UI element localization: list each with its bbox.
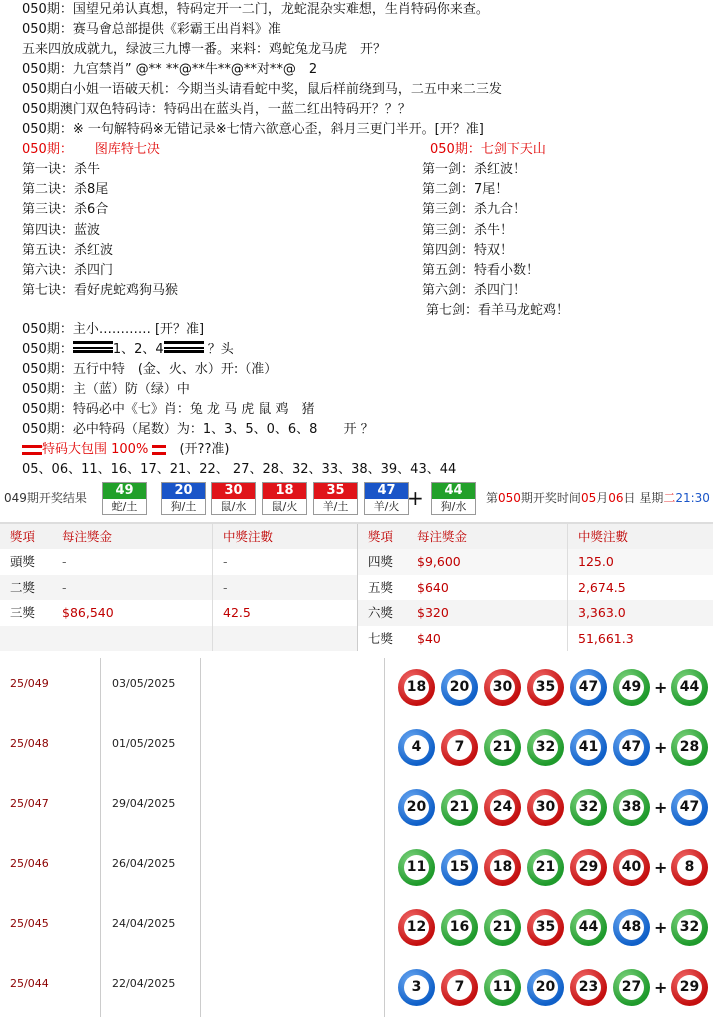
text-line: 050期：特码必中《七》肖：兔 龙 马 虎 鼠 鸡 猪 bbox=[22, 402, 315, 417]
list-item: 第一剑：杀红波！ bbox=[422, 162, 527, 177]
left-section-title bbox=[22, 140, 160, 160]
issue-number: 25/044 bbox=[10, 977, 49, 990]
lottery-ball bbox=[570, 909, 607, 946]
history-row bbox=[0, 718, 713, 778]
issue-number: 25/048 bbox=[10, 737, 49, 750]
lottery-ball bbox=[484, 909, 521, 946]
ball-number: 8 bbox=[677, 855, 702, 880]
table-row bbox=[0, 626, 713, 652]
prize-header-row bbox=[0, 524, 713, 550]
lottery-ball bbox=[613, 669, 650, 706]
list-item: 第三诀：杀6合 bbox=[22, 202, 109, 218]
ball-number: 47 bbox=[677, 795, 702, 820]
ball-number: 49 bbox=[619, 675, 644, 700]
table-cell: 3,363.0 bbox=[567, 600, 713, 626]
list-item: 第三剑：杀牛！ bbox=[422, 222, 514, 238]
special-ball bbox=[671, 729, 708, 766]
issue-number: 25/047 bbox=[10, 797, 49, 810]
ball-number: 38 bbox=[619, 795, 644, 820]
list-item: 第六诀：杀四门 bbox=[22, 262, 114, 278]
column-header: 獎項 bbox=[0, 524, 52, 550]
draw-date: 29/04/2025 bbox=[112, 797, 176, 810]
table-row bbox=[0, 549, 713, 575]
plus-icon: + bbox=[654, 858, 668, 877]
ball-number: 30 bbox=[533, 795, 558, 820]
table-cell: 二獎 bbox=[0, 575, 52, 601]
ball-number: 21 bbox=[490, 735, 515, 760]
lottery-ball bbox=[527, 669, 564, 706]
lottery-ball bbox=[398, 729, 435, 766]
lottery-ball bbox=[527, 849, 564, 886]
draw-date: 03/05/2025 bbox=[112, 677, 176, 690]
table-cell: 51,661.3 bbox=[567, 626, 713, 652]
text-line bbox=[22, 340, 234, 360]
lottery-ball bbox=[398, 669, 435, 706]
lottery-ball bbox=[570, 669, 607, 706]
right-title-text: 七剑下天山 bbox=[480, 142, 546, 157]
divider bbox=[100, 718, 101, 778]
lottery-ball bbox=[441, 849, 478, 886]
lottery-ball bbox=[441, 909, 478, 946]
draw-date: 26/04/2025 bbox=[112, 857, 176, 870]
list-item: 第七剑：看羊马龙蛇鸡！ bbox=[426, 303, 570, 319]
ball-number: 49 bbox=[103, 483, 146, 499]
table-cell bbox=[212, 626, 357, 652]
text-line: 050期：国望兄弟认真想，特码定开一二门，龙蛇混杂实难想，生肖特码你来查。 bbox=[22, 2, 489, 17]
table-cell: 四獎 bbox=[357, 549, 407, 575]
ball-number: 30 bbox=[212, 483, 255, 499]
history-row bbox=[0, 958, 713, 1017]
divider bbox=[200, 778, 201, 838]
table-cell: $86,540 bbox=[52, 600, 212, 626]
left-item-list bbox=[22, 160, 178, 301]
table-cell: $320 bbox=[407, 600, 567, 626]
lottery-ball bbox=[441, 669, 478, 706]
ball-number: 27 bbox=[619, 975, 644, 1000]
info-issue: 050 bbox=[498, 491, 521, 505]
history-row bbox=[0, 778, 713, 838]
line-suffix: ？头 bbox=[207, 342, 234, 357]
divider bbox=[100, 898, 101, 958]
table-cell: 三獎 bbox=[0, 600, 52, 626]
divider bbox=[384, 718, 385, 778]
table-cell: $640 bbox=[407, 575, 567, 601]
draw-date: 01/05/2025 bbox=[112, 737, 176, 750]
divider bbox=[200, 658, 201, 718]
draw-date: 24/04/2025 bbox=[112, 917, 176, 930]
ball-number: 7 bbox=[447, 735, 472, 760]
info-time: 21:30 bbox=[675, 491, 710, 505]
table-cell: 42.5 bbox=[212, 600, 357, 626]
lottery-ball bbox=[527, 909, 564, 946]
ball-number: 24 bbox=[490, 795, 515, 820]
lottery-ball bbox=[527, 969, 564, 1006]
ball-number: 30 bbox=[490, 675, 515, 700]
lottery-ball bbox=[484, 789, 521, 826]
info-text: 月 bbox=[596, 491, 609, 505]
list-item: 第四剑：特双！ bbox=[422, 242, 514, 258]
plus-icon: + bbox=[654, 918, 668, 937]
info-text: 第 bbox=[486, 491, 499, 505]
left-title-prefix: 050期： bbox=[22, 142, 73, 157]
left-title-text: 图库特七决 bbox=[94, 142, 160, 157]
ball-zodiac: 羊/土 bbox=[322, 500, 349, 513]
divider bbox=[200, 718, 201, 778]
draw-date: 22/04/2025 bbox=[112, 977, 176, 990]
lottery-ball bbox=[527, 729, 564, 766]
list-item: 第五诀：杀红波 bbox=[22, 242, 114, 258]
ball-number: 20 bbox=[447, 675, 472, 700]
red-bars-icon bbox=[152, 445, 166, 455]
ball-number: 11 bbox=[404, 855, 429, 880]
divider bbox=[384, 958, 385, 1017]
lottery-ball bbox=[484, 669, 521, 706]
table-cell: 頭獎 bbox=[0, 549, 52, 575]
draw-label: 049期开奖结果 bbox=[4, 491, 87, 505]
prize-table bbox=[0, 522, 713, 650]
ball-zodiac: 狗/水 bbox=[440, 500, 467, 513]
draw-ball bbox=[211, 482, 256, 515]
ball-number: 32 bbox=[677, 915, 702, 940]
right-title-prefix: 050期： bbox=[430, 142, 481, 157]
ball-zodiac: 鼠/水 bbox=[220, 500, 247, 513]
lottery-ball bbox=[570, 849, 607, 886]
lottery-ball bbox=[570, 729, 607, 766]
table-cell: - bbox=[52, 549, 212, 575]
ball-zodiac: 鼠/火 bbox=[271, 500, 298, 513]
ball-number: 3 bbox=[404, 975, 429, 1000]
lottery-ball bbox=[398, 909, 435, 946]
ball-number: 28 bbox=[677, 735, 702, 760]
lottery-ball bbox=[613, 849, 650, 886]
text-line: 050期白小姐一语破天机：今期当头请看蛇中奖，鼠后样前绕到马，二五中来二三发 bbox=[22, 82, 502, 97]
table-cell: 2,674.5 bbox=[567, 575, 713, 601]
lottery-ball bbox=[441, 969, 478, 1006]
table-cell bbox=[0, 626, 52, 652]
ball-number: 20 bbox=[404, 795, 429, 820]
table-cell: $9,600 bbox=[407, 549, 567, 575]
lottery-ball bbox=[570, 969, 607, 1006]
table-cell: 125.0 bbox=[567, 549, 713, 575]
draw-ball bbox=[364, 482, 409, 515]
ball-number: 47 bbox=[365, 483, 408, 499]
special-ball bbox=[671, 969, 708, 1006]
lottery-ball bbox=[398, 969, 435, 1006]
ball-number: 40 bbox=[619, 855, 644, 880]
ball-number: 21 bbox=[447, 795, 472, 820]
column-header: 每注獎金 bbox=[407, 524, 567, 550]
column-header: 中獎注數 bbox=[567, 524, 713, 550]
history-row bbox=[0, 898, 713, 958]
list-item: 第三剑：杀九合！ bbox=[422, 202, 527, 218]
lottery-ball bbox=[613, 789, 650, 826]
info-month: 05 bbox=[580, 491, 597, 505]
lottery-ball bbox=[613, 909, 650, 946]
ball-number: 18 bbox=[263, 483, 306, 499]
table-cell: - bbox=[212, 549, 357, 575]
divider bbox=[100, 958, 101, 1017]
ball-number: 12 bbox=[404, 915, 429, 940]
plus-icon: + bbox=[654, 678, 668, 697]
divider bbox=[384, 658, 385, 718]
ball-number: 20 bbox=[162, 483, 205, 499]
ball-number: 29 bbox=[677, 975, 702, 1000]
issue-number: 25/049 bbox=[10, 677, 49, 690]
table-cell: - bbox=[52, 575, 212, 601]
lottery-ball bbox=[484, 729, 521, 766]
list-item: 第四诀：蓝波 bbox=[22, 222, 101, 238]
list-item: 第七诀：看好虎蛇鸡狗马猴 bbox=[22, 283, 179, 299]
line-mid: 1、2、4 bbox=[112, 342, 164, 357]
divider bbox=[100, 838, 101, 898]
table-cell: 六獎 bbox=[357, 600, 407, 626]
ball-number: 47 bbox=[576, 675, 601, 700]
lottery-ball bbox=[441, 729, 478, 766]
issue-number: 25/046 bbox=[10, 857, 49, 870]
divider bbox=[384, 778, 385, 838]
divider bbox=[0, 522, 713, 524]
bars-icon bbox=[73, 341, 113, 353]
plus-icon: + bbox=[407, 486, 424, 510]
ball-number: 21 bbox=[490, 915, 515, 940]
draw-ball bbox=[262, 482, 307, 515]
draw-ball bbox=[161, 482, 206, 515]
table-cell: 七獎 bbox=[357, 626, 407, 652]
bars-icon bbox=[164, 341, 204, 353]
plus-icon: + bbox=[654, 738, 668, 757]
divider bbox=[100, 778, 101, 838]
text-line: 050期：九宫禁肖” @** **@**牛**@**对**@ 2 bbox=[22, 62, 318, 77]
ball-number: 15 bbox=[447, 855, 472, 880]
divider bbox=[200, 898, 201, 958]
ball-number: 35 bbox=[314, 483, 357, 499]
text-line: 05、06、11、16、17、21、22、 27、28、32、33、38、39、43、44 bbox=[22, 462, 457, 477]
ball-number: 18 bbox=[404, 675, 429, 700]
list-item: 第一诀：杀牛 bbox=[22, 162, 101, 177]
line-prefix: 050期： bbox=[22, 342, 73, 357]
list-item: 第二诀：杀8尾 bbox=[22, 182, 109, 198]
ball-number: 32 bbox=[533, 735, 558, 760]
lottery-ball bbox=[398, 789, 435, 826]
special-ball bbox=[671, 909, 708, 946]
lottery-ball bbox=[570, 789, 607, 826]
table-row bbox=[0, 575, 713, 601]
ball-number: 7 bbox=[447, 975, 472, 1000]
plus-icon: + bbox=[654, 978, 668, 997]
ball-number: 44 bbox=[576, 915, 601, 940]
lottery-ball bbox=[527, 789, 564, 826]
info-text: 期开奖时间 bbox=[520, 491, 581, 505]
list-item: 第六剑：杀四门！ bbox=[422, 283, 527, 299]
text-line bbox=[22, 440, 229, 460]
table-cell bbox=[52, 626, 212, 652]
ball-number: 16 bbox=[447, 915, 472, 940]
divider bbox=[200, 838, 201, 898]
issue-number: 25/045 bbox=[10, 917, 49, 930]
info-day: 06 bbox=[608, 491, 624, 505]
ball-zodiac: 蛇/土 bbox=[111, 500, 138, 513]
ball-number: 21 bbox=[533, 855, 558, 880]
ball-zodiac: 羊/火 bbox=[373, 500, 400, 513]
draw-ball bbox=[313, 482, 358, 515]
ball-number: 47 bbox=[619, 735, 644, 760]
ball-number: 23 bbox=[576, 975, 601, 1000]
ball-number: 48 bbox=[619, 915, 644, 940]
ball-number: 41 bbox=[576, 735, 601, 760]
draw-ball bbox=[431, 482, 476, 515]
lottery-ball bbox=[484, 969, 521, 1006]
text-line: 050期澳门双色特码诗：特码出在蓝头肖，一蓝二红出特码开？？？ bbox=[22, 102, 411, 117]
highlight-text: 特码大包围 100% bbox=[42, 442, 149, 457]
ball-number: 20 bbox=[533, 975, 558, 1000]
ball-number: 44 bbox=[432, 483, 475, 499]
ball-number: 18 bbox=[490, 855, 515, 880]
lottery-ball bbox=[441, 789, 478, 826]
column-header: 每注獎金 bbox=[52, 524, 212, 550]
draw-ball bbox=[102, 482, 147, 515]
right-section-title bbox=[430, 140, 546, 160]
ball-number: 11 bbox=[490, 975, 515, 1000]
text-line: 五来四放成就九，绿波三九博一番。来料：鸡蛇兔龙马虎 开？ bbox=[22, 42, 387, 57]
table-cell: 五獎 bbox=[357, 575, 407, 601]
table-row bbox=[0, 600, 713, 626]
red-bars-icon bbox=[22, 445, 42, 455]
divider bbox=[200, 958, 201, 1017]
history-row bbox=[0, 838, 713, 898]
plus-icon: + bbox=[654, 798, 668, 817]
special-ball bbox=[671, 789, 708, 826]
text-line: 050期：必中特码（尾数）为：1、3、5、0、6、8 开 ？ bbox=[22, 422, 374, 437]
text-line: 050期：主（蓝）防（绿）中 bbox=[22, 382, 190, 397]
text-line: 050期：赛马會总部提供《彩霸王出肖料》准 bbox=[22, 22, 281, 37]
special-ball bbox=[671, 669, 708, 706]
special-ball bbox=[671, 849, 708, 886]
text-line: 050期：※ 一句解特码※无错记录※七情六欲意心歪，斜月三更门半开。[开？准] bbox=[22, 122, 484, 137]
next-draw-info bbox=[486, 489, 710, 506]
ball-number: 32 bbox=[576, 795, 601, 820]
ball-number: 44 bbox=[677, 675, 702, 700]
divider bbox=[100, 658, 101, 718]
table-cell: $40 bbox=[407, 626, 567, 652]
text-line: 050期：主小………… [开？准] bbox=[22, 322, 205, 337]
ball-number: 29 bbox=[576, 855, 601, 880]
lottery-ball bbox=[484, 849, 521, 886]
column-header: 中獎注數 bbox=[212, 524, 357, 550]
ball-zodiac: 狗/土 bbox=[170, 500, 197, 513]
draw-result-strip bbox=[0, 480, 713, 516]
ball-number: 35 bbox=[533, 675, 558, 700]
lottery-ball bbox=[613, 969, 650, 1006]
list-item: 第二剑：7尾！ bbox=[422, 182, 509, 198]
ball-number: 4 bbox=[404, 735, 429, 760]
lottery-ball bbox=[613, 729, 650, 766]
list-item: 第五剑：特看小数！ bbox=[422, 262, 540, 278]
lottery-ball bbox=[398, 849, 435, 886]
divider bbox=[384, 898, 385, 958]
info-text: 日 星期 bbox=[623, 491, 664, 505]
ball-number: 35 bbox=[533, 915, 558, 940]
text-line: 050期：五行中特 (金、火、水）开:（准） bbox=[22, 362, 278, 377]
history-row bbox=[0, 658, 713, 718]
column-header: 獎項 bbox=[357, 524, 407, 550]
table-cell: - bbox=[212, 575, 357, 601]
right-item-list bbox=[422, 160, 569, 322]
info-weekday: 二 bbox=[663, 491, 676, 505]
line-note: (开??准) bbox=[179, 442, 230, 457]
divider bbox=[384, 838, 385, 898]
